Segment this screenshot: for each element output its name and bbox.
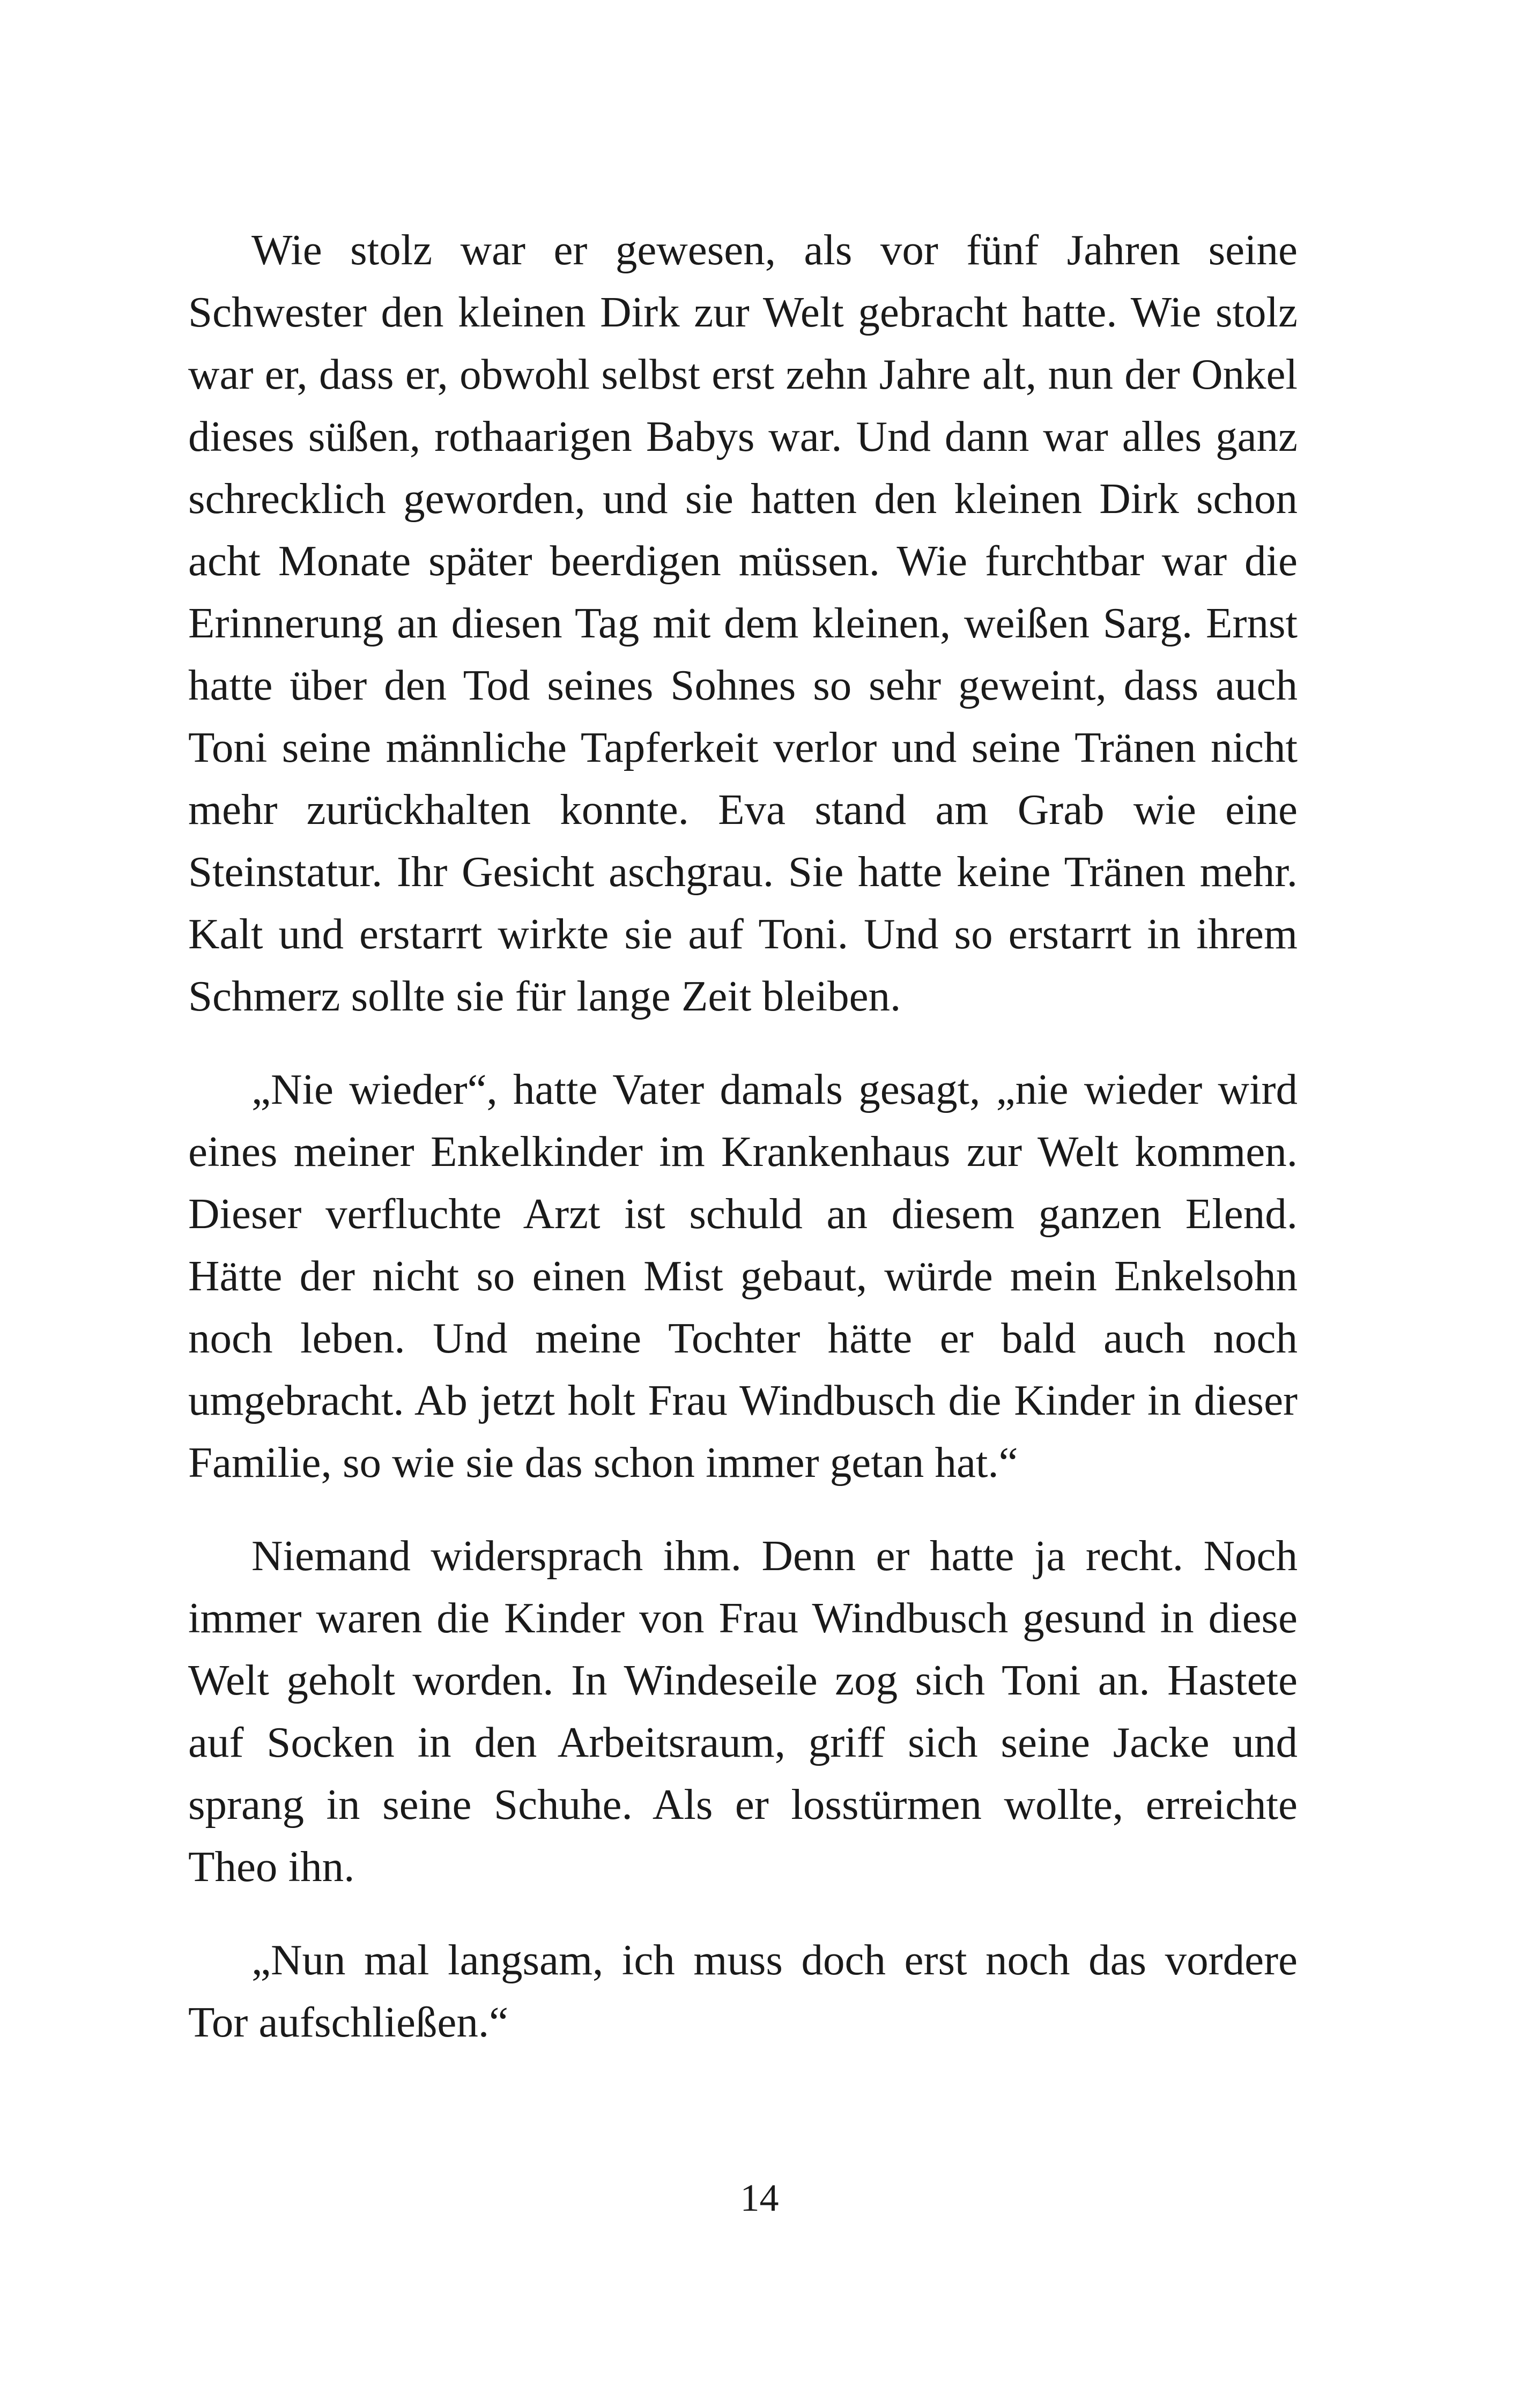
paragraph: Wie stolz war er gewesen, als vor fünf Jahren seine Schwester den kleinen Dirk zur Welt gebracht hatte. Wie stolz war er, dass er, obwohl selbst erst zehn Jahre alt, nun der Onkel dieses süßen, rothaarigen Babys war. Und dann war alles ganz schrecklich geworden, und sie hatten den kleinen Dirk schon acht Monate später beerdigen müssen. Wie furchtbar war die Erinnerung an diesen Tag mit dem kleinen, weißen Sarg. Ernst hatte über den Tod seines Sohnes so sehr geweint, dass auch Toni seine männliche Tapferkeit verlor und seine Tränen nicht mehr zurückhalten konnte. Eva stand am Grab wie eine Steinstatur. Ihr Gesicht aschgrau. Sie hatte keine Tränen mehr. Kalt und erstarrt wirkte sie auf Toni. Und so erstarrt in ihrem Schmerz sollte sie für lange Zeit bleiben.	[188, 226, 1298, 1020]
body-text	[188, 219, 1298, 2084]
page-number: 14	[740, 2176, 779, 2219]
paragraph: Niemand widersprach ihm. Denn er hatte ja recht. Noch immer waren die Kinder von Frau Windbusch gesund in diese Welt geholt worden. In Windeseile zog sich Toni an. Hastete auf Socken in den Arbeitsraum, griff sich seine Jacke und sprang in seine Schuhe. Als er losstürmen wollte, erreichte Theo ihn.	[188, 1532, 1298, 1891]
paragraph: „Nun mal langsam, ich muss doch erst noch das vordere Tor aufschließen.“	[188, 1936, 1298, 2046]
paragraph: „Nie wieder“, hatte Vater damals gesagt, „nie wieder wird eines meiner Enkelkinder im Krankenhaus zur Welt kommen. Dieser verfluchte Arzt ist schuld an diesem ganzen Elend. Hätte der nicht so einen Mist gebaut, würde mein Enkelsohn noch leben. Und meine Tochter hätte er bald auch noch umgebracht. Ab jetzt holt Frau Windbusch die Kinder in dieser Familie, so wie sie das schon immer getan hat.“	[188, 1065, 1298, 1487]
